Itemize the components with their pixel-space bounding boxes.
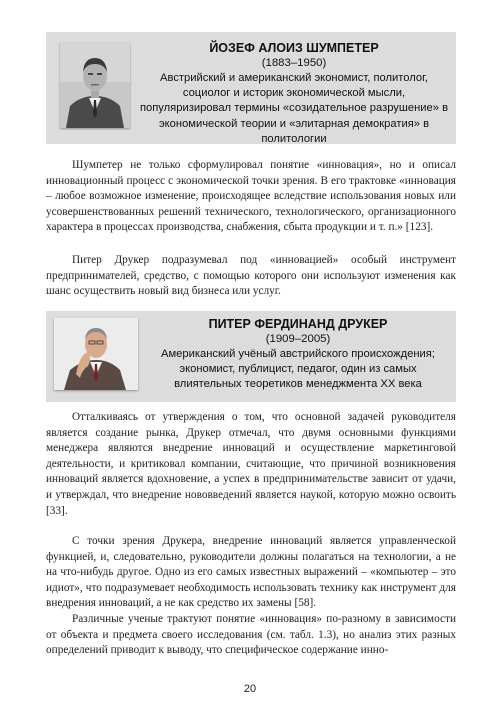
paragraph: Различные ученые трактуют понятие «инновация» по-разному в зависимости от объекта и предмета своего исследования (см. табл. 1.3), но анализ этих разных определений приводит к выводу, что специфическое содержание инно- <box>46 613 456 657</box>
biography-text <box>138 40 450 147</box>
person-name: ЙОЗЕФ АЛОИЗ ШУМПЕТЕР <box>209 41 379 55</box>
paragraph: С точки зрения Друкера, внедрение инноваций является управленческой функцией, и, следовательно, руководители должны полагаться на технологии, а не на что-нибудь другое. Одно из его самых известных выражений – «компьютер – это идиот», что подразумевает необходимость использовать технику как инструмент для внедрения инноваций, а не как средство их замены [58]. <box>46 535 456 610</box>
person-description: Австрийский и американский экономист, политолог, социолог и историк экономической мысли, популяризировал термины «созидательное разрушение» в экономической теории и «элитарная демократия» в политологии <box>139 72 449 145</box>
biography-text <box>146 316 450 393</box>
portrait-image <box>54 318 138 390</box>
portrait-image <box>60 42 130 128</box>
portrait-photo-schumpeter <box>60 42 130 128</box>
portrait-photo-drucker <box>54 318 138 390</box>
paragraph: Отталкиваясь от утверждения о том, что основной задачей руководителя является создание рынка, Друкер отмечал, что двумя основными функциями менеджера являются внедрение инноваций и осуществление маркетинговой деятельности, и критиковал компании, считающие, что причиной возникновения инноваций является вдохновение, а успех в предпринимательстве зависит от удачи, и утверждал, что внедрение нововведений является наукой, которую можно освоить [33]. <box>46 411 456 517</box>
life-years: (1909–2005) <box>265 333 331 345</box>
page-number: 20 <box>243 683 257 695</box>
life-years: (1883–1950) <box>261 57 327 69</box>
person-name: ПИТЕР ФЕРДИНАНД ДРУКЕР <box>208 317 388 331</box>
paragraph: Шумпетер не только сформулировал понятие «инновация», но и описал инновационный процесс с экономической точки зрения. В его трактовке «инновация – любое возможное изменение, происходящее вследствие использования новых или усовершенствованных решений технического, технологического, организационного характера в процессах производства, снабжения, сбыта продукции и т. п.» [123]. <box>46 159 456 234</box>
biography-box-schumpeter <box>46 32 456 144</box>
paragraph: Питер Друкер подразумевал под «инновацией» особый инструмент предпринимателей, средство, с помощью которого они используют изменения как шанс осуществить новый вид бизнеса или услуг. <box>46 254 456 298</box>
person-description: Американский учёный австрийского происхождения; экономист, публицист, педагог, один из самых влиятельных теоретиков менеджмента XX века <box>161 348 435 391</box>
biography-box-drucker <box>46 311 456 402</box>
